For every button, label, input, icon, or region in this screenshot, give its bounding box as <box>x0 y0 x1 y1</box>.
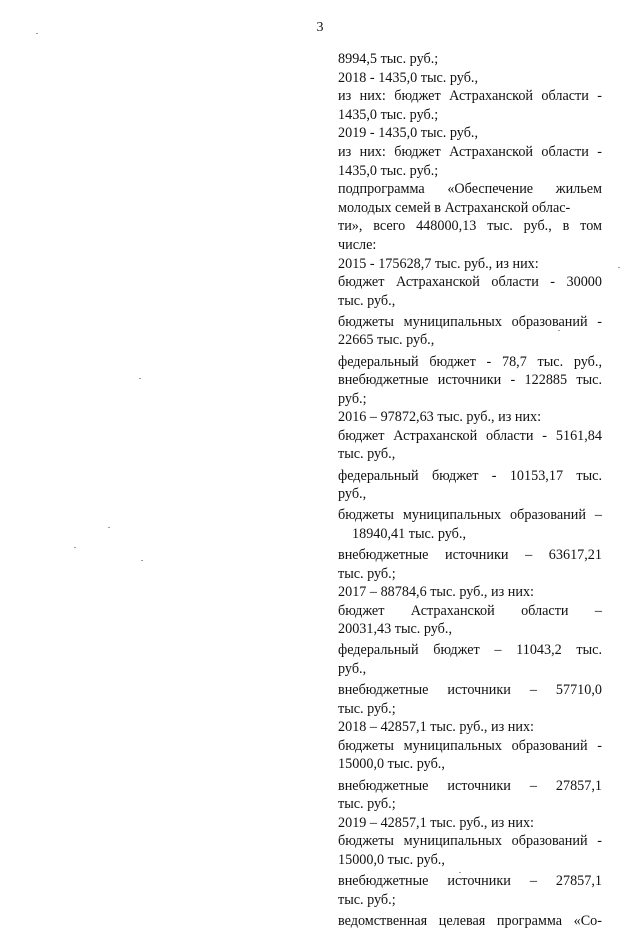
text-line: 2015 - 175628,7 тыс. руб., из них: <box>338 255 539 272</box>
text-line: числе: <box>338 236 377 253</box>
scan-speck <box>558 330 560 331</box>
text-line: руб., <box>338 486 367 503</box>
text-line: из них: бюджет Астраханской области - <box>338 88 602 105</box>
text-line: 1435,0 тыс. руб.; <box>338 162 439 179</box>
text-line: 2017 – 88784,6 тыс. руб., из них: <box>338 584 534 601</box>
scan-speck <box>139 378 141 379</box>
text-line: бюджет Астраханской области - 5161,84 <box>338 427 602 444</box>
text-line: бюджет Астраханской области – <box>338 602 602 619</box>
text-line: внебюджетные источники – 27857,1 <box>338 873 602 890</box>
text-line: внебюджетные источники – 27857,1 <box>338 777 602 794</box>
text-line: 15000,0 тыс. руб., <box>338 756 445 773</box>
text-line: руб., <box>338 661 367 677</box>
scan-speck <box>141 560 143 561</box>
text-line: тыс. руб., <box>338 446 396 463</box>
text-line: 2018 - 1435,0 тыс. руб., <box>338 69 479 86</box>
text-line: ведомственная целевая программа «Со- <box>338 912 602 929</box>
text-column <box>338 50 602 930</box>
text-line: внебюджетные источники – 57710,0 <box>338 682 602 699</box>
text-line: федеральный бюджет – 11043,2 тыс. <box>338 642 602 659</box>
scan-speck <box>74 547 76 548</box>
text-line: бюджеты муниципальных образований - <box>338 313 602 330</box>
scan-speck <box>36 33 38 34</box>
text-line: тыс. руб., <box>338 292 396 309</box>
text-line: из них: бюджет Астраханской области - <box>338 143 602 160</box>
text-line: 20031,43 тыс. руб., <box>338 621 452 638</box>
text-line: внебюджетные источники – 63617,21 <box>338 546 602 563</box>
text-line: руб.; <box>338 390 367 407</box>
scan-speck <box>459 872 461 873</box>
text-line: бюджеты муниципальных образований – <box>338 507 602 524</box>
text-line: 2019 – 42857,1 тыс. руб., из них: <box>338 814 534 831</box>
scan-speck <box>108 527 110 528</box>
text-line: тыс. руб.; <box>338 796 396 813</box>
text-line: федеральный бюджет - 78,7 тыс. руб., <box>338 353 602 370</box>
text-line: тыс. руб.; <box>338 891 396 908</box>
text-line: 2018 – 42857,1 тыс. руб., из них: <box>338 719 534 736</box>
text-line: бюджет Астраханской области - 30000 <box>338 274 602 291</box>
text-line: внебюджетные источники - 122885 тыс. <box>338 372 602 389</box>
text-line: тыс. руб.; <box>338 700 396 717</box>
text-line: подпрограмма «Обеспечение жильем <box>338 181 602 198</box>
text-line: бюджеты муниципальных образований - <box>338 833 602 850</box>
text-line: 1435,0 тыс. руб.; <box>338 106 439 123</box>
scan-speck <box>618 267 620 268</box>
text-line: 8994,5 тыс. руб.; <box>338 51 439 67</box>
text-line: тыс. руб.; <box>338 565 396 582</box>
text-line: 2019 - 1435,0 тыс. руб., <box>338 125 479 142</box>
text-line: 2016 – 97872,63 тыс. руб., из них: <box>338 409 542 426</box>
text-line: 22665 тыс. руб., <box>338 332 435 349</box>
text-line: молодых семей в Астраханской облас- <box>338 199 571 216</box>
text-line: 15000,0 тыс. руб., <box>338 851 445 868</box>
text-line: ти», всего 448000,13 тыс. руб., в том <box>338 218 602 235</box>
text-line: 18940,41 тыс. руб., <box>352 525 466 542</box>
text-line: федеральный бюджет - 10153,17 тыс. <box>338 467 602 484</box>
text-line: бюджеты муниципальных образований - <box>338 737 602 754</box>
page-number: 3 <box>316 20 324 35</box>
